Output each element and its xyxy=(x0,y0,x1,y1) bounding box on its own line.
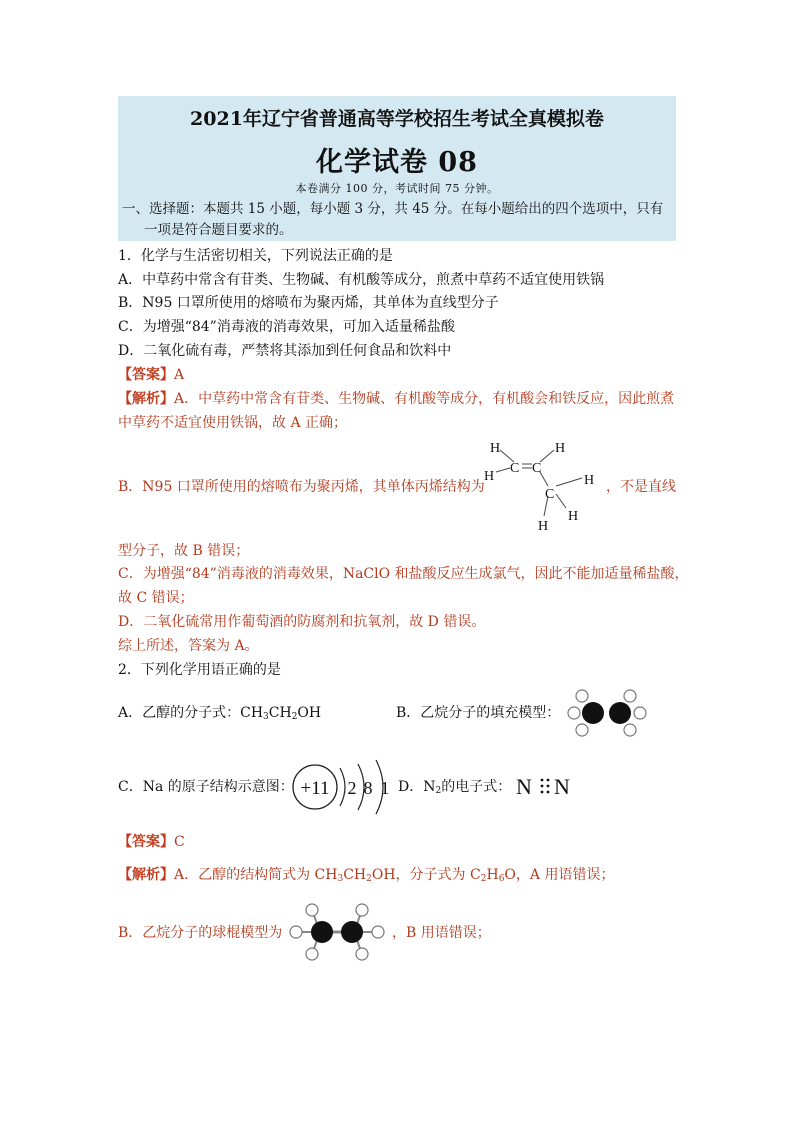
answer-value: C xyxy=(174,834,185,850)
exam-subject-title: 化学试卷 08 xyxy=(316,147,478,178)
atom-h: H xyxy=(490,441,501,456)
q1-answer xyxy=(118,365,184,385)
analysis-text: A．乙醇的结构简式为 CH xyxy=(174,867,338,883)
q2-answer xyxy=(118,832,185,852)
q1-analysis-b2: 型分子，故 B 错误； xyxy=(118,543,250,559)
q2-option-c: C．Na 的原子结构示意图： xyxy=(118,779,294,795)
na-shell-1: 2 xyxy=(347,778,357,798)
q2-analysis-a xyxy=(118,865,614,885)
analysis-tag: 【解析】 xyxy=(118,867,174,883)
analysis-text: CH xyxy=(343,867,367,883)
subscript: 2 xyxy=(291,712,298,722)
answer-value: A xyxy=(174,367,185,383)
q2-option-b: B．乙烷分子的填充模型： xyxy=(396,705,561,721)
exam-title: 2021年辽宁省普通高等学校招生考试全真模拟卷 xyxy=(190,108,604,130)
analysis-text: A．中草药中常含有苷类、生物碱、有机酸等成分，有机酸会和铁反应，因此煎煮 xyxy=(174,391,675,407)
q2-analysis-b-tail: ，B 用语错误； xyxy=(392,925,491,941)
q1-option-c: C．为增强“84”消毒液的消毒效果，可加入适量稀盐酸 xyxy=(118,319,455,335)
q1-analysis-b1-tail: ，不是直线 xyxy=(606,479,676,495)
na-atomic-structure-diagram xyxy=(290,756,394,818)
q2-option-a xyxy=(118,703,321,723)
option-text: D．N xyxy=(398,779,436,795)
subscript: 3 xyxy=(337,874,344,884)
answer-tag: 【答案】 xyxy=(118,367,174,383)
subscript: 6 xyxy=(498,874,505,884)
atom-h: H xyxy=(484,469,495,484)
analysis-text: H xyxy=(486,867,499,883)
q1-analysis-d: D．二氧化硫常用作葡萄酒的防腐剂和抗氧剂，故 D 错误。 xyxy=(118,614,486,630)
q1-analysis-c1: C．为增强“84”消毒液的消毒效果，NaClO 和盐酸反应生成氯气，因此不能加适量稀盐酸， xyxy=(118,566,689,582)
q1-stem: 1．化学与生活密切相关，下列说法正确的是 xyxy=(118,248,393,264)
na-nucleus-charge: +11 xyxy=(300,778,330,799)
propene-structure xyxy=(482,436,606,536)
q1-analysis-b1: B．N95 口罩所使用的熔喷布为聚丙烯，其单体丙烯结构为 xyxy=(118,479,485,495)
q2-option-d xyxy=(398,777,511,797)
q1-analysis-a1 xyxy=(118,389,674,409)
na-shell-2: 8 xyxy=(363,778,373,798)
answer-tag: 【答案】 xyxy=(118,834,174,850)
n-atom-symbol: N xyxy=(516,774,532,799)
q1-option-b: B．N95 口罩所使用的熔喷布为聚丙烯，其单体为直线型分子 xyxy=(118,295,499,311)
option-text: OH xyxy=(297,705,322,721)
subscript: 2 xyxy=(366,874,372,884)
analysis-text: OH，分子式为 C xyxy=(371,867,481,883)
subscript: 2 xyxy=(435,786,442,796)
q1-option-d: D．二氧化硫有毒，严禁将其添加到任何食品和饮料中 xyxy=(118,343,452,359)
atom-h: H xyxy=(555,441,566,456)
option-text: CH xyxy=(268,705,292,721)
subscript: 3 xyxy=(263,712,269,722)
analysis-text: O，A 用语错误； xyxy=(504,867,615,883)
subscript: 2 xyxy=(480,874,487,884)
atom-h: H xyxy=(584,473,595,488)
atom-h: H xyxy=(538,519,549,534)
exam-note: 本卷满分 100 分，考试时间 75 分钟。 xyxy=(295,182,499,195)
analysis-tag: 【解析】 xyxy=(118,391,174,407)
ethane-space-filling-model xyxy=(562,686,652,740)
atom-c: C xyxy=(510,461,520,476)
section-instructions: 一、选择题：本题共 15 小题，每小题 3 分，共 45 分。在每小题给出的四个选项中，只有一项是符合题目要求的。 xyxy=(122,201,664,238)
atom-h: H xyxy=(568,509,579,524)
q2-stem: 2．下列化学用语正确的是 xyxy=(118,662,281,678)
atom-c: C xyxy=(532,461,542,476)
q2-analysis-b: B．乙烷分子的球棍模型为 xyxy=(118,925,283,941)
option-text: A．乙醇的分子式：CH xyxy=(118,705,264,721)
n2-electron-formula xyxy=(514,772,576,800)
q1-option-a: A．中草药中常含有苷类、生物碱、有机酸等成分，煎煮中草药不适宜使用铁锅 xyxy=(118,272,605,288)
q1-analysis-c2: 故 C 错误； xyxy=(118,590,194,606)
q1-analysis-a2: 中草药不适宜使用铁锅，故 A 正确； xyxy=(118,415,348,431)
n-atom-symbol: N xyxy=(554,774,570,799)
na-shell-3: 1 xyxy=(380,778,390,798)
option-text: 的电子式： xyxy=(441,779,512,795)
header-banner xyxy=(118,96,676,241)
atom-c: C xyxy=(545,487,555,502)
q1-summary: 综上所述，答案为 A。 xyxy=(118,638,259,654)
ethane-ball-and-stick-model xyxy=(284,902,390,962)
